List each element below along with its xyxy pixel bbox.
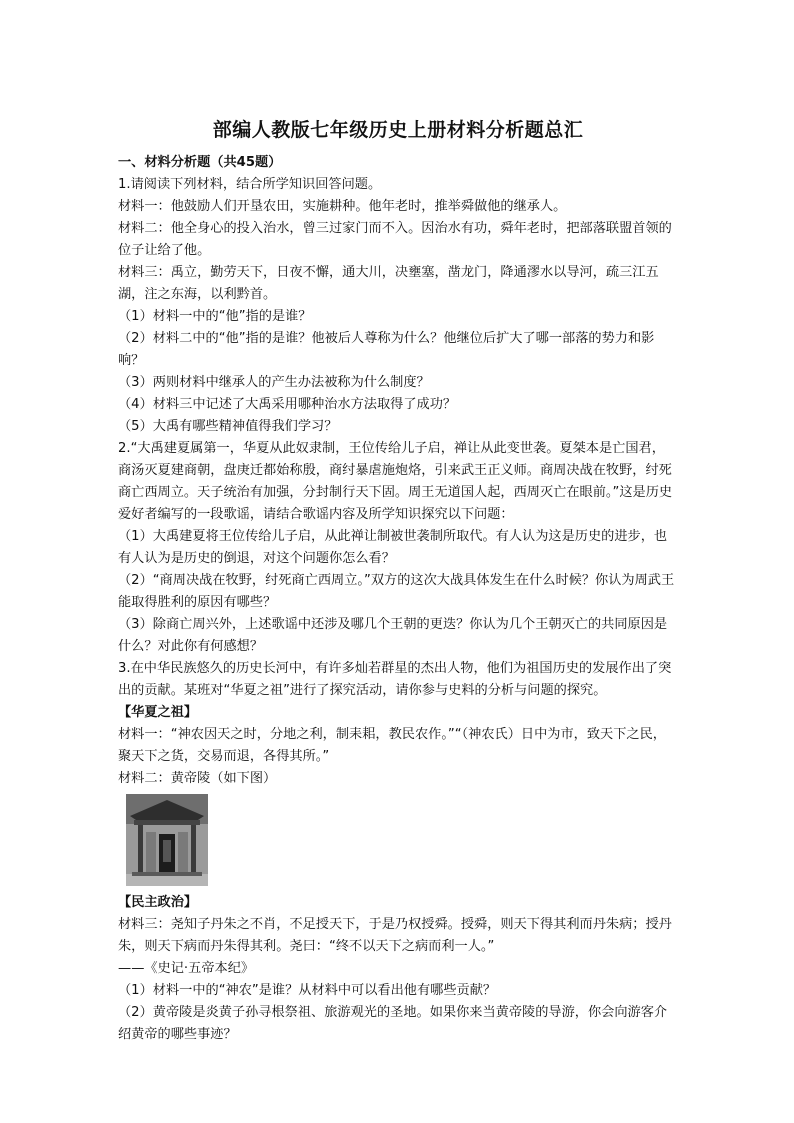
huangdi-mausoleum-photo (126, 794, 208, 886)
q1-sub-question-3: （3）两则材料中继承人的产生办法被称为什么制度？ (118, 375, 430, 390)
q1-sub-question-4: （4）材料三中记述了大禹采用哪种治水方法取得了成功？ (118, 397, 457, 412)
q1-sub-question-5: （5）大禹有哪些精神值得我们学习？ (118, 419, 338, 434)
q1-material-2: 材料二：他全身心的投入治水，曾三过家门而不入。因治水有功，舜年老时，把部落联盟首领的位子让给了他。 (118, 221, 672, 258)
q1-intro: 1.请阅读下列材料，结合所学知识回答问题。 (118, 177, 382, 192)
q2-sub-question-2: （2）“商周决战在牧野，纣死商亡西周立。”双方的这次大战具体发生在什么时候？你认为周武王能取得胜利的原因有哪些？ (118, 573, 675, 610)
q3-sub-question-1: （1）材料一中的“神农”是谁？从材料中可以看出他有哪些贡献？ (118, 983, 497, 998)
q3-source-citation: ——《史记·五帝本纪》 (118, 961, 255, 976)
q3-heading-democracy: 【民主政治】 (118, 895, 198, 910)
q3-heading-huaxia: 【华夏之祖】 (118, 705, 198, 720)
q1-sub-question-2: （2）材料二中的“他”指的是谁？他被后人尊称为什么？他继位后扩大了哪一部落的势力和影响？ (118, 331, 655, 368)
section-heading: 一、材料分析题（共45题） (118, 155, 282, 170)
q3-material-2: 材料二：黄帝陵（如下图） (118, 771, 277, 786)
q3-sub-question-2: （2）黄帝陵是炎黄子孙寻根祭祖、旅游观光的圣地。如果你来当黄帝陵的导游，你会向游客介绍黄帝的哪些事迹？ (118, 1005, 668, 1042)
document-page (118, 116, 678, 1046)
q1-material-1: 材料一：他鼓励人们开垦农田，实施耕种。他年老时，推举舜做他的继承人。 (118, 199, 567, 214)
q2-sub-question-3: （3）除商亡周兴外，上述歌谣中还涉及哪几个王朝的更迭？你认为几个王朝灭亡的共同原因是什么？对此你有何感想？ (118, 617, 668, 654)
q2-intro: 2.“大禹建夏属第一，华夏从此奴隶制，王位传给儿子启，禅让从此变世袭。夏桀本是亡国君，商汤灭夏建商朝，盘庚迁都始称殷，商纣暴虐施炮烙，引来武王正义师。商周决战在牧野，纣死商亡西周立。天子统治有加强，分封制行天下固。周王无道国人起，西周灭亡在眼前。”这是历史爱好者编写的一段歌谣，请结合歌谣内容及所学知识探究以下问题： (118, 441, 673, 522)
q2-sub-question-1: （1）大禹建夏将王位传给儿子启，从此禅让制被世袭制所取代。有人认为这是历史的进步，也有人认为是历史的倒退，对这个问题你怎么看？ (118, 529, 668, 566)
q3-material-3: 材料三：尧知子丹朱之不肖，不足授天下，于是乃权授舜。授舜，则天下得其利而丹朱病；授丹朱，则天下病而丹朱得其利。尧曰：“终不以天下之病而利一人。” (118, 917, 672, 954)
q3-intro: 3.在中华民族悠久的历史长河中，有许多灿若群星的杰出人物，他们为祖国历史的发展作出了突出的贡献。某班对“华夏之祖”进行了探究活动，请你参与史料的分析与问题的探究。 (118, 661, 672, 698)
document-title: 部编人教版七年级历史上册材料分析题总汇 (212, 119, 584, 141)
q3-material-1: 材料一：“神农因天之时，分地之利，制耒耜，教民农作。”“（神农氏）日中为市，致天下之民，聚天下之货，交易而退，各得其所。” (118, 727, 666, 764)
q1-sub-question-1: （1）材料一中的“他”指的是谁？ (118, 309, 312, 324)
q1-material-3: 材料三：禹立，勤劳天下，日夜不懈，通大川，决壅塞，凿龙门，降通漻水以导河，疏三江五湖，注之东海，以利黔首。 (118, 265, 659, 302)
